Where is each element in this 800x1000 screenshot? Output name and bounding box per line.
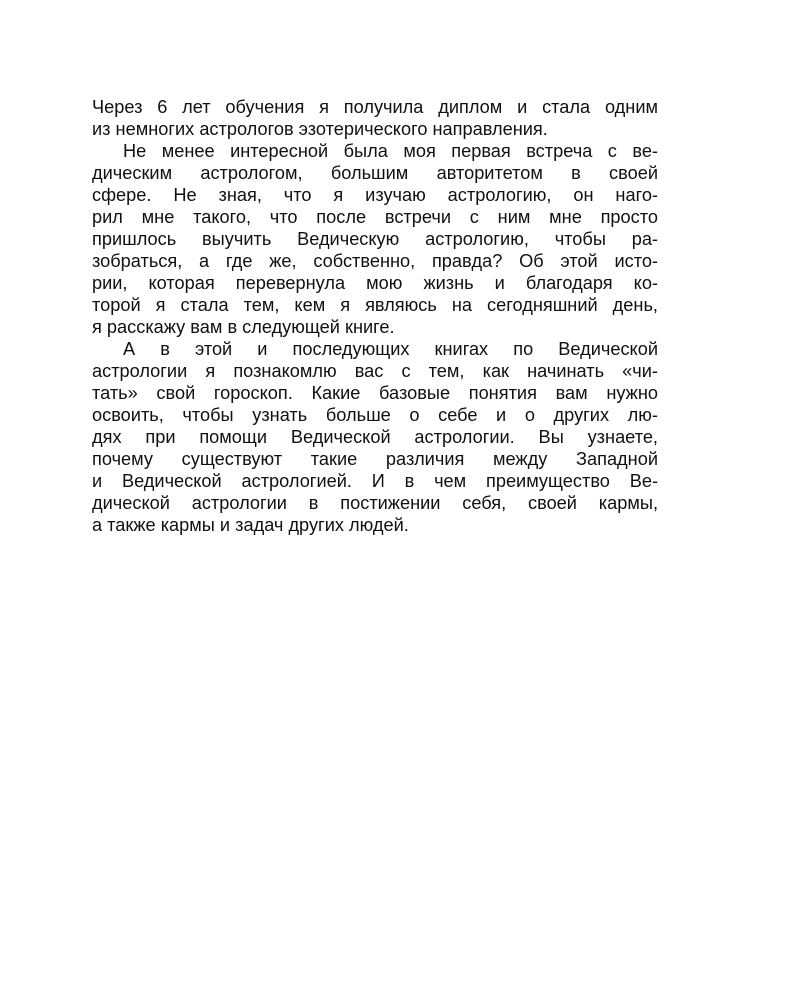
text-line: освоить, чтобы узнать больше о себе и о других лю- (92, 405, 658, 425)
text-line: и Ведической астрологией. И в чем преимущество Ве- (92, 471, 658, 491)
text-line: дях при помощи Ведической астрологии. Вы узнаете, (92, 427, 658, 447)
text-line: Не менее интересной была моя первая встреча с ве- (123, 141, 658, 161)
text-line: из немногих астрологов эзотерического направления. (92, 119, 548, 139)
text-line: сфере. Не зная, что я изучаю астрологию, он наго- (92, 185, 658, 205)
text-line: тать» свой гороскоп. Какие базовые понятия вам нужно (92, 383, 658, 403)
text-line: а также кармы и задач других людей. (92, 515, 409, 535)
text-line: дическим астрологом, большим авторитетом в своей (92, 163, 658, 183)
text-line: зобраться, а где же, собственно, правда? Об этой исто- (92, 251, 658, 271)
text-line: пришлось выучить Ведическую астрологию, чтобы ра- (92, 229, 658, 249)
text-line: торой я стала тем, кем я являюсь на сегодняшний день, (92, 295, 658, 315)
text-line: А в этой и последующих книгах по Ведической (123, 339, 658, 359)
text-line: я расскажу вам в следующей книге. (92, 317, 395, 337)
text-line: астрологии я познакомлю вас с тем, как начинать «чи- (92, 361, 658, 381)
text-line: рил мне такого, что после встречи с ним мне просто (92, 207, 658, 227)
text-line: почему существуют такие различия между Западной (92, 449, 658, 469)
text-line: Через 6 лет обучения я получила диплом и стала одним (92, 97, 658, 117)
body-text (92, 96, 658, 536)
text-line: рии, которая перевернула мою жизнь и благодаря ко- (92, 273, 658, 293)
text-line: дической астрологии в постижении себя, своей кармы, (92, 493, 658, 513)
